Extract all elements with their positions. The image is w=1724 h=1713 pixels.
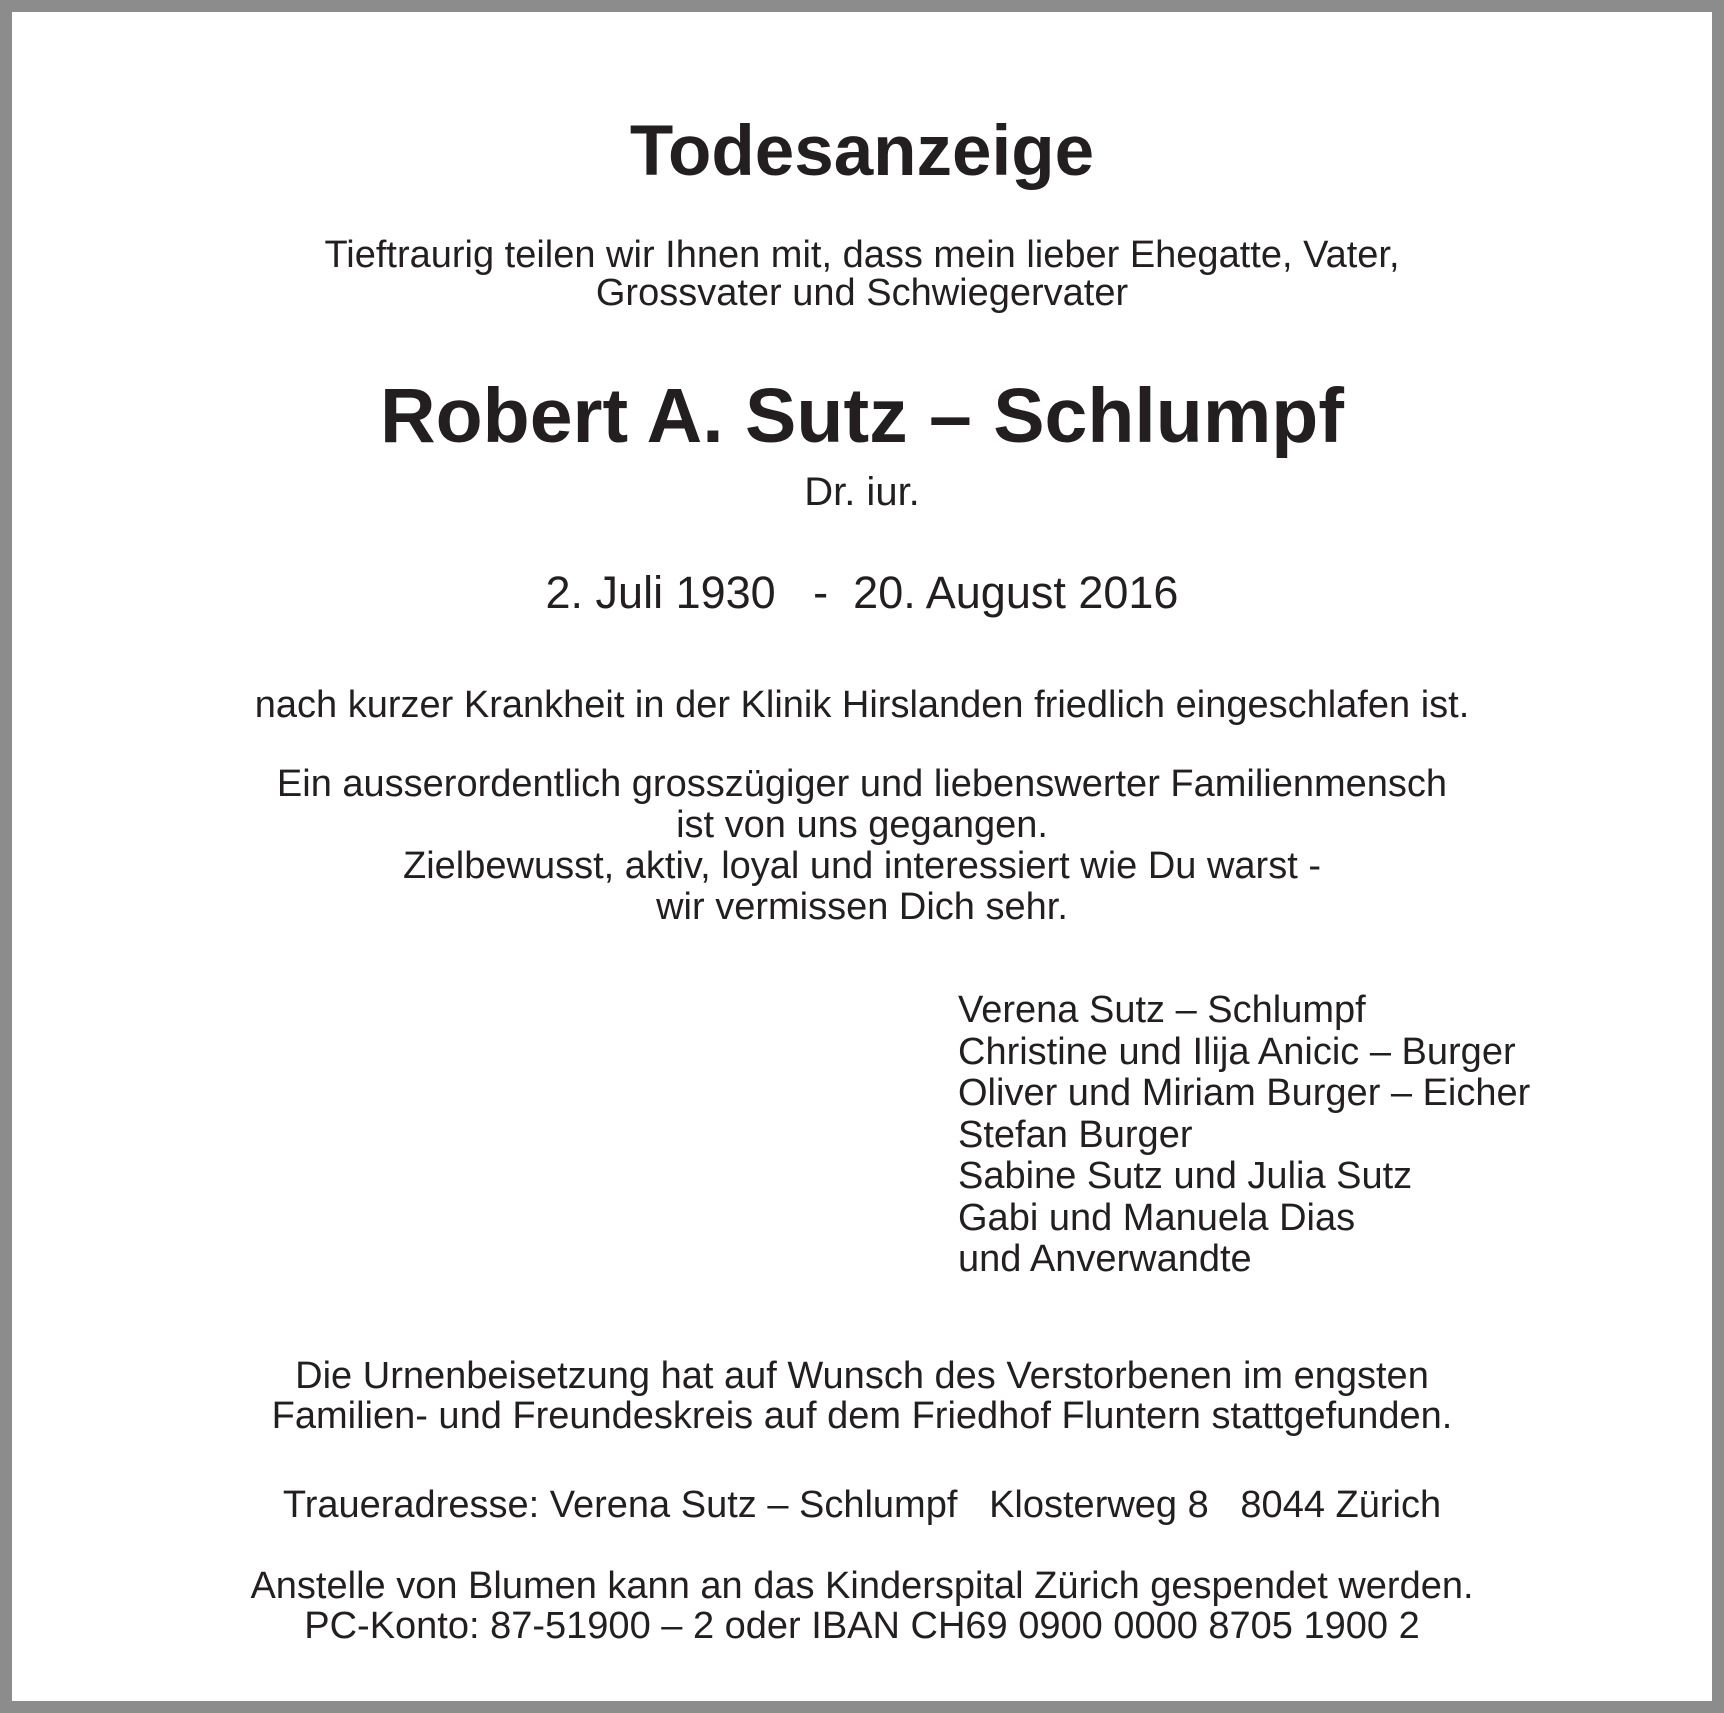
mourner-item: Oliver und Miriam Burger – Eicher [958, 1072, 1531, 1114]
life-dates: 2. Juli 1930 - 20. August 2016 [545, 567, 1179, 618]
deceased-name: Robert A. Sutz – Schlumpf [380, 373, 1344, 459]
mourner-item: Verena Sutz – Schlumpf [958, 989, 1366, 1031]
mourner-item: und Anverwandte [958, 1238, 1252, 1280]
mourner-item: Gabi und Manuela Dias [958, 1196, 1356, 1239]
intro-line: Tieftraurig teilen wir Ihnen mit, dass mein lieber Ehegatte, Vater, [324, 234, 1400, 276]
passing-text: nach kurzer Krankheit in der Klinik Hirslanden friedlich eingeschlafen ist. [254, 684, 1470, 726]
mourner-item: Sabine Sutz und Julia Sutz [958, 1155, 1413, 1197]
donation-notice [24, 1566, 1700, 1646]
burial-line: Die Urnenbeisetzung hat auf Wunsch des Verstorbenen im engsten [295, 1355, 1429, 1397]
tribute-text [24, 764, 1700, 928]
tribute-line: wir vermissen Dich sehr. [656, 886, 1068, 928]
mourner-item: Stefan Burger [958, 1113, 1193, 1156]
donation-line: Anstelle von Blumen kann an das Kinderspital Zürich gespendet werden. [250, 1565, 1474, 1607]
donation-line: PC-Konto: 87-51900 – 2 oder IBAN CH69 0900 0000 8705 1900 2 [304, 1605, 1420, 1647]
intro-text [24, 236, 1700, 312]
tribute-line: ist von uns gegangen. [676, 804, 1048, 846]
burial-line: Familien- und Freundeskreis auf dem Friedhof Fluntern stattgefunden. [271, 1395, 1453, 1437]
mourning-address: Traueradresse: Verena Sutz – Schlumpf Klosterweg 8 8044 Zürich [282, 1484, 1442, 1526]
page-title: Todesanzeige [629, 112, 1095, 191]
burial-notice [24, 1356, 1700, 1436]
mourner-item: Christine und Ilija Anicic – Burger [958, 1030, 1516, 1073]
tribute-line: Zielbewusst, aktiv, loyal und interessiert wie Du warst - [403, 845, 1321, 887]
intro-line: Grossvater und Schwiegervater [595, 272, 1129, 314]
tribute-line: Ein ausserordentlich grosszügiger und liebenswerter Familienmensch [276, 763, 1448, 805]
deceased-degree: Dr. iur. [804, 470, 920, 514]
mourners-list [958, 990, 1530, 1281]
